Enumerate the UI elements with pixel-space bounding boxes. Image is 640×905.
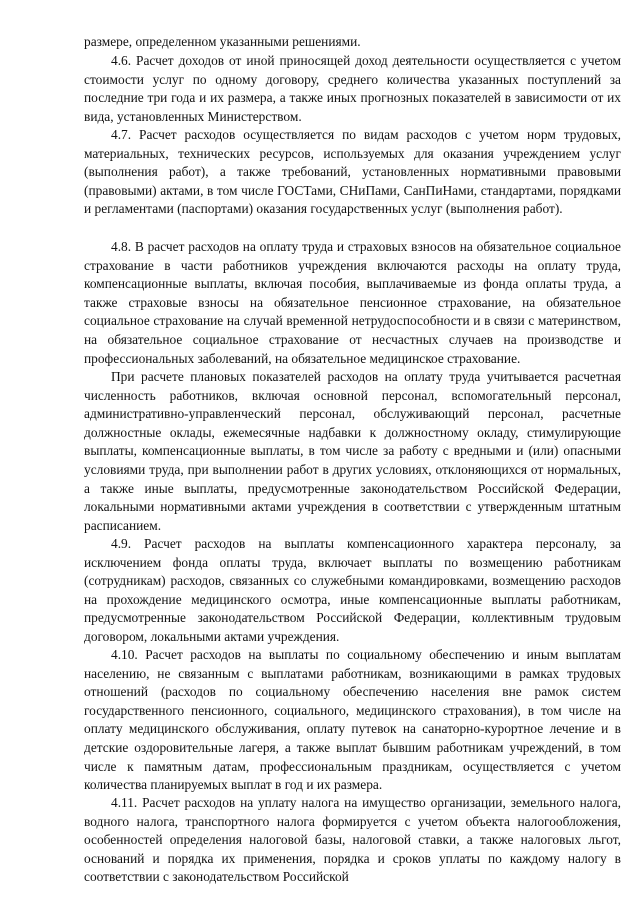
paragraph-4-6: 4.6. Расчет доходов от иной приносящей доход деятельности осуществляется с учетом стоимости услуг по одному договору, среднего количества указанных поступлений за последние три года и их размера, а также иных прогнозных показателей в зависимости от их вида, установленных Министерством. [84,53,621,124]
paragraph-payroll-calculation: При расчете плановых показателей расходов на оплату труда учитывается расчетная численность работников, включая основной персонал, вспомогательный персонал, административно-управленческий персонал, обслуживающий персонал, расчетные должностные оклады, ежемесячные надбавки к должностному окладу, стимулирующие выплаты, компенсационные выплаты, в том числе за работу с вредными и (или) опасными условиями труда, при выполнении работ в других условиях, отклоняющихся от нормальных, а также иные выплаты, предусмотренные законодательством Российской Федерации, локальными нормативными актами учреждения в соответствии с утвержденным штатным расписанием. [84,369,621,533]
paragraph-4-7: 4.7. Расчет расходов осуществляется по видам расходов с учетом норм трудовых, материальных, технических ресурсов, используемых для оказания учреждением услуг (выполнения работ), а также требований, установленных нормативными правовыми (правовыми) актами, в том числе ГОСТами, СНиПами, СанПиНами, стандартами, порядками и регламентами (паспортами) оказания государственных услуг (выполнения работ). [84,127,621,217]
paragraph-4-10: 4.10. Расчет расходов на выплаты по социальному обеспечению и иным выплатам населению, не связанным с выплатами работникам, возникающими в рамках трудовых отношений (расходов по социальному обеспечению населения вне рамок систем государственного пенсионного, социального, медицинского страхования), в том числе на оплату медицинского обслуживания, оплату путевок на санаторно-курортное лечение и в детские оздоровительные лагеря, а также выплат бывшим работникам учреждений, в том числе к памятным датам, профессиональным праздникам, осуществляется с учетом количества планируемых выплат в год и их размера. [84,647,621,793]
paragraph-4-9: 4.9. Расчет расходов на выплаты компенсационного характера персоналу, за исключением фонда оплаты труда, включает выплаты по возмещению работникам (сотрудникам) расходов, связанных со служебными командировками, возмещению расходов на прохождение медицинского осмотра, иные компенсационные выплаты работникам, предусмотренные законодательством Российской Федерации, коллективным трудовым договором, локальными актами учреждения. [84,536,621,644]
paragraph-4-8: 4.8. В расчет расходов на оплату труда и страховых взносов на обязательное социальное страхование в части работников учреждения включаются расходы на оплату труда, компенсационные выплаты, включая пособия, выплачиваемые из фонда оплаты труда, а также страховые взносы на обязательное пенсионное страхование, на обязательное социальное страхование на случай временной нетрудоспособности и в связи с материнством, на обязательное социальное страхование от несчастных случаев на производстве и профессиональных заболеваний, на обязательное медицинское страхование. [84,239,621,366]
paragraph-continuation: размере, определенном указанными решениями. [84,34,361,49]
paragraph-4-11: 4.11. Расчет расходов на уплату налога на имущество организации, земельного налога, водного налога, транспортного налога формируется с учетом объекта налогообложения, особенностей определения налоговой базы, налоговой ставки, а также налоговых льгот, оснований и порядка их применения, порядка и сроков уплаты по каждому налогу в соответствии с законодательством Российской [84,795,621,885]
